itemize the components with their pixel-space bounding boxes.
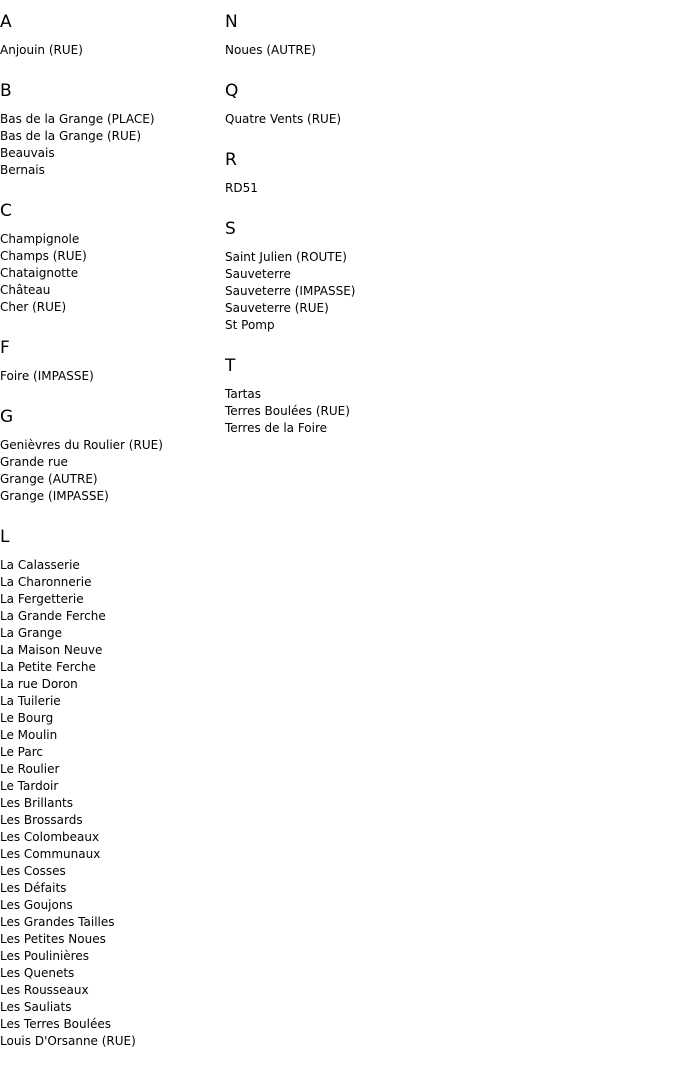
street-link[interactable]: Saint Julien (ROUTE) [225, 250, 347, 264]
letter-section [0, 201, 220, 316]
street-list-item [0, 931, 220, 948]
street-list-item [0, 880, 220, 897]
street-list-item [0, 368, 220, 385]
street-list-item [0, 914, 220, 931]
street-index-column-left [0, 0, 220, 1050]
street-list-item [0, 162, 220, 179]
section-letter-heading: R [225, 150, 237, 170]
street-list-item [0, 265, 220, 282]
street-link[interactable]: La Maison Neuve [0, 643, 103, 657]
street-link[interactable]: Champs (RUE) [0, 249, 87, 263]
street-link[interactable]: La rue Doron [0, 677, 78, 691]
street-link[interactable]: La Grande Ferche [0, 609, 106, 623]
section-letter-heading: A [0, 12, 12, 32]
street-link[interactable]: La Charonnerie [0, 575, 92, 589]
street-list [225, 249, 445, 334]
street-link[interactable]: Champignole [0, 232, 80, 246]
street-link[interactable]: Beauvais [0, 146, 55, 160]
street-list-item [0, 282, 220, 299]
street-list-item [0, 659, 220, 676]
letter-section [225, 12, 445, 59]
street-link[interactable]: Les Grandes Tailles [0, 915, 115, 929]
street-list-item [0, 676, 220, 693]
street-list [225, 111, 445, 128]
street-link[interactable]: Chataignotte [0, 266, 79, 280]
letter-section [225, 356, 445, 437]
section-letter-heading: G [0, 407, 14, 427]
street-link[interactable]: Grande rue [0, 455, 68, 469]
street-link[interactable]: Château [0, 283, 51, 297]
street-list [0, 42, 220, 59]
street-link[interactable]: Les Quenets [0, 966, 75, 980]
street-list-item [0, 111, 220, 128]
street-link[interactable]: Sauveterre (IMPASSE) [225, 284, 356, 298]
street-link[interactable]: Le Tardoir [0, 779, 59, 793]
street-list-item [0, 727, 220, 744]
street-list-item [0, 231, 220, 248]
street-link[interactable]: Les Colombeaux [0, 830, 100, 844]
street-link[interactable]: Les Poulinières [0, 949, 89, 963]
street-link[interactable]: Le Roulier [0, 762, 60, 776]
street-list-item [225, 283, 445, 300]
street-list-item [0, 591, 220, 608]
street-list-item [0, 642, 220, 659]
street-link[interactable]: Genièvres du Roulier (RUE) [0, 438, 163, 452]
street-link[interactable]: Les Défaits [0, 881, 67, 895]
street-list-item [0, 744, 220, 761]
street-list-item [0, 948, 220, 965]
street-list-item [0, 42, 220, 59]
street-link[interactable]: La Grange [0, 626, 63, 640]
street-list-item [0, 1033, 220, 1050]
street-list-item [0, 863, 220, 880]
street-list-item [0, 557, 220, 574]
street-link[interactable]: Anjouin (RUE) [0, 43, 83, 57]
street-list [225, 42, 445, 59]
street-link[interactable]: Les Terres Boulées [0, 1017, 111, 1031]
letter-section [0, 81, 220, 179]
letter-section [0, 338, 220, 385]
section-letter-heading: F [0, 338, 10, 358]
street-list-item [0, 625, 220, 642]
street-list-item [0, 437, 220, 454]
street-index-column-right [225, 0, 445, 437]
street-list-item [0, 454, 220, 471]
street-list-item [225, 111, 445, 128]
letter-section [225, 150, 445, 197]
letter-section [225, 219, 445, 334]
street-list-item [0, 299, 220, 316]
street-link[interactable]: La Calasserie [0, 558, 80, 572]
street-list-item [225, 300, 445, 317]
street-link[interactable]: Foire (IMPASSE) [0, 369, 94, 383]
street-list-item [0, 608, 220, 625]
street-list-item [0, 897, 220, 914]
street-link[interactable]: La Fergetterie [0, 592, 84, 606]
street-link[interactable]: Les Petites Noues [0, 932, 106, 946]
letter-section [0, 527, 220, 1050]
street-list-item [225, 420, 445, 437]
street-list-item [225, 386, 445, 403]
street-link[interactable]: Les Brillants [0, 796, 74, 810]
street-link[interactable]: Bernais [0, 163, 45, 177]
street-link[interactable]: Terres Boulées (RUE) [225, 404, 350, 418]
street-list-item [0, 846, 220, 863]
street-link[interactable]: Bas de la Grange (PLACE) [0, 112, 155, 126]
street-list-item [0, 471, 220, 488]
section-letter-heading: Q [225, 81, 239, 101]
street-link[interactable]: Le Parc [0, 745, 43, 759]
street-list-item [0, 248, 220, 265]
street-list [0, 437, 220, 505]
street-list-item [0, 693, 220, 710]
street-list-item [225, 317, 445, 334]
street-list [0, 368, 220, 385]
section-letter-heading: N [225, 12, 238, 32]
street-link[interactable]: Les Goujons [0, 898, 73, 912]
street-link[interactable]: Les Cosses [0, 864, 66, 878]
street-list-item [0, 982, 220, 999]
street-list-item [225, 180, 445, 197]
street-link[interactable]: Sauveterre [225, 267, 291, 281]
street-list-item [0, 965, 220, 982]
street-list-item [0, 128, 220, 145]
street-list [225, 180, 445, 197]
street-link[interactable]: La Tuilerie [0, 694, 61, 708]
letter-section [0, 407, 220, 505]
street-link[interactable]: Les Rousseaux [0, 983, 89, 997]
street-list-item [225, 249, 445, 266]
street-list-item [225, 266, 445, 283]
section-letter-heading: C [0, 201, 12, 221]
street-link[interactable]: Tartas [225, 387, 261, 401]
street-list [225, 386, 445, 437]
letter-section [225, 81, 445, 128]
street-link[interactable]: Grange (AUTRE) [0, 472, 98, 486]
street-list-item [0, 574, 220, 591]
street-link[interactable]: Le Bourg [0, 711, 54, 725]
street-list-item [0, 829, 220, 846]
section-letter-heading: S [225, 219, 236, 239]
street-link[interactable]: La Petite Ferche [0, 660, 96, 674]
section-letter-heading: T [225, 356, 236, 376]
street-list [0, 557, 220, 1050]
street-link[interactable]: Noues (AUTRE) [225, 43, 316, 57]
street-link[interactable]: Louis D'Orsanne (RUE) [0, 1034, 136, 1048]
street-link[interactable]: Le Moulin [0, 728, 58, 742]
street-list-item [0, 145, 220, 162]
street-link[interactable]: RD51 [225, 181, 258, 195]
letter-section [0, 12, 220, 59]
street-list-item [225, 42, 445, 59]
street-list [0, 231, 220, 316]
street-list-item [225, 403, 445, 420]
section-letter-heading: L [0, 527, 10, 547]
street-list [0, 111, 220, 179]
street-list-item [0, 778, 220, 795]
street-link[interactable]: Sauveterre (RUE) [225, 301, 329, 315]
street-list-item [0, 710, 220, 727]
street-link[interactable]: Bas de la Grange (RUE) [0, 129, 142, 143]
street-link[interactable]: Les Brossards [0, 813, 83, 827]
street-list-item [0, 812, 220, 829]
street-link[interactable]: Cher (RUE) [0, 300, 67, 314]
section-letter-heading: B [0, 81, 12, 101]
street-link[interactable]: Grange (IMPASSE) [0, 489, 109, 503]
street-list-item [0, 488, 220, 505]
street-link[interactable]: Terres de la Foire [225, 421, 328, 435]
street-link[interactable]: Les Communaux [0, 847, 101, 861]
street-link[interactable]: Quatre Vents (RUE) [225, 112, 342, 126]
street-list-item [0, 795, 220, 812]
street-list-item [0, 761, 220, 778]
street-list-item [0, 999, 220, 1016]
street-link[interactable]: St Pomp [225, 318, 275, 332]
street-link[interactable]: Les Sauliats [0, 1000, 72, 1014]
street-list-item [0, 1016, 220, 1033]
